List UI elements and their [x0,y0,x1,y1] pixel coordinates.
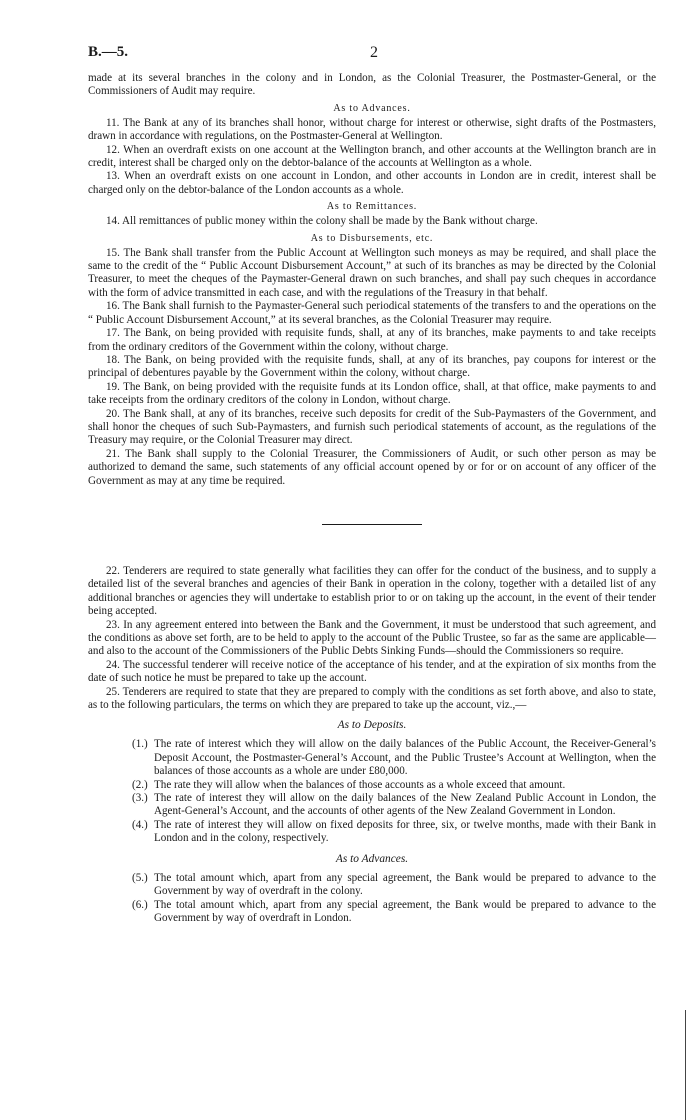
clause-13: 13. When an overdraft exists on one account in London, and other accounts in London are in credit, interest shall be charged only on the debtor-balance of the London accounts as a whole. [88,170,656,196]
list-item [132,738,656,778]
item-text: The total amount which, apart from any special agreement, the Bank would be prepared to advance to the Government by way of overdraft in the colony. [154,871,656,898]
clause-15: 15. The Bank shall transfer from the Public Account at Wellington such moneys as may be required, and shall place the same to the credit of the “ Public Account Disbursement Account,” at such of its branches as may be directed by the Colonial Treasurer, to meet the cheques of the Paymaster-General drawn on such branches, and shall pay such cheques in accordance with the form of advice transmitted in each case, and with the regulations of the Treasury in that behalf. [88,246,656,299]
clause-23: 23. In any agreement entered into between the Bank and the Government, it must be understood that such agreement, and the conditions as above set forth, are to be held to apply to the account of the Public Trustee, so far as the same are applicable—and also to the account of the Commissioners of the Public Debts Sinking Funds—should the Commissioners so require. [88,618,656,658]
clause-16: 16. The Bank shall furnish to the Paymaster-General such periodical statements of the transfers to and the operations on the “ Public Account Disbursement Account,” at its several branches, as the Colonial Treasurer may require. [88,300,656,326]
list-item [132,872,656,899]
page-header [88,44,656,72]
document-reference: B.—5. [88,44,129,60]
item-text: The total amount which, apart from any special agreement, the Bank would be prepared to advance to the Government by way of overdraft in London. [154,898,656,924]
deposits-list [88,738,656,845]
section-divider [322,524,422,525]
clause-22: 22. Tenderers are required to state generally what facilities they can offer for the conduct of the business, and to supply a detailed list of the several branches and agencies of their Bank in operation in the colony, together with a detailed list of any additional branches or agencies they will undertake to establish prior to or on taking up the account, in the event of their tender being accepted. [88,564,656,618]
item-number: (6.) [132,898,148,911]
clause-14: 14. All remittances of public money within the colony shall be made by the Bank without charge. [106,215,538,228]
item-number: (4.) [132,818,148,831]
clause-20: 20. The Bank shall, at any of its branches, receive such deposits for credit of the Sub-Paymasters of the Government, and shall honor the cheques of such Sub-Paymasters, and furnish such periodical statements of account, as the regulations of the Treasury may require, or the Colonial Treasurer may direct. [88,407,656,447]
item-number: (5.) [132,871,148,884]
list-item [132,779,656,792]
section-heading-disbursements: As to Disbursements, etc. [310,232,434,244]
clause-19: 19. The Bank, on being provided with the requisite funds at its London office, shall, at that office, make payments to and take receipts from the ordinary creditors of the colony in London, without charge. [88,380,656,407]
item-number: (3.) [132,792,148,805]
intro-paragraph: made at its several branches in the colony and in London, as the Colonial Treasurer, the Postmaster-General, or the Commissioners of Audit may require. [88,72,656,98]
clause-17: 17. The Bank, on being provided with requisite funds, shall, at any of its branches, make payments to and take receipts from the ordinary creditors of the Government within the colony, without charge. [88,327,656,353]
clause-12: 12. When an overdraft exists on one account at the Wellington branch, and other accounts at the Wellington branch are in credit, interest shall be charged only on the debtor-balance of the accounts at Wellington as a whole. [88,143,656,170]
list-item [132,792,656,819]
advances-heading: As to Advances. [335,852,409,865]
clause-18: 18. The Bank, on being provided with the requisite funds, shall, at any of its branches, pay coupons for interest or the principal of debentures payable by the Government within the colony, without charge. [88,353,656,380]
clause-25: 25. Tenderers are required to state that they are prepared to comply with the conditions as set forth above, and also to state, as to the following particulars, the terms on which they are prepared to take up the account, viz.,— [88,685,656,712]
page-number: 2 [370,44,378,61]
deposits-heading: As to Deposits. [337,719,407,732]
clause-11: 11. The Bank at any of its branches shall honor, without charge for interest or otherwise, sight drafts of the Postmasters, drawn in accordance with regulations, on the Postmaster-General at Wellington. [88,116,656,143]
item-text: The rate they will allow when the balances of those accounts as a whole exceed that amount. [154,778,566,791]
clause-24: 24. The successful tenderer will receive notice of the acceptance of his tender, and at the expiration of six months from the date of such notice he must be prepared to take up the account. [88,658,656,685]
item-number: (1.) [132,738,148,751]
section-heading-advances: As to Advances. [333,102,411,114]
item-number: (2.) [132,778,148,791]
advances-list [88,872,656,926]
item-text: The rate of interest they will allow on fixed deposits for three, six, or twelve months, made with their Bank in London and in the colony, respectively. [154,818,656,845]
clause-21: 21. The Bank shall supply to the Colonial Treasurer, the Commissioners of Audit, or such other person as may be authorized to demand the same, such statements of any official account opened by or for or on account of any officer of the Government as may at any time be required. [88,447,656,487]
item-text: The rate of interest which they will allow on the daily balances of the Public Account, the Receiver-General’s Deposit Account, the Postmaster-General’s Account, and the Public Trustee’s Account at Wellington, when the balances of those accounts as a whole are under £80,000. [154,738,656,778]
item-text: The rate of interest they will allow on the daily balances of the New Zealand Public Account in London, the Agent-General’s Account, and the accounts of other agents of the New Zealand Government in London. [154,792,656,818]
scan-edge-line [685,1010,686,1120]
list-item [132,899,656,926]
list-item [132,819,656,846]
section-heading-remittances: As to Remittances. [326,201,418,213]
